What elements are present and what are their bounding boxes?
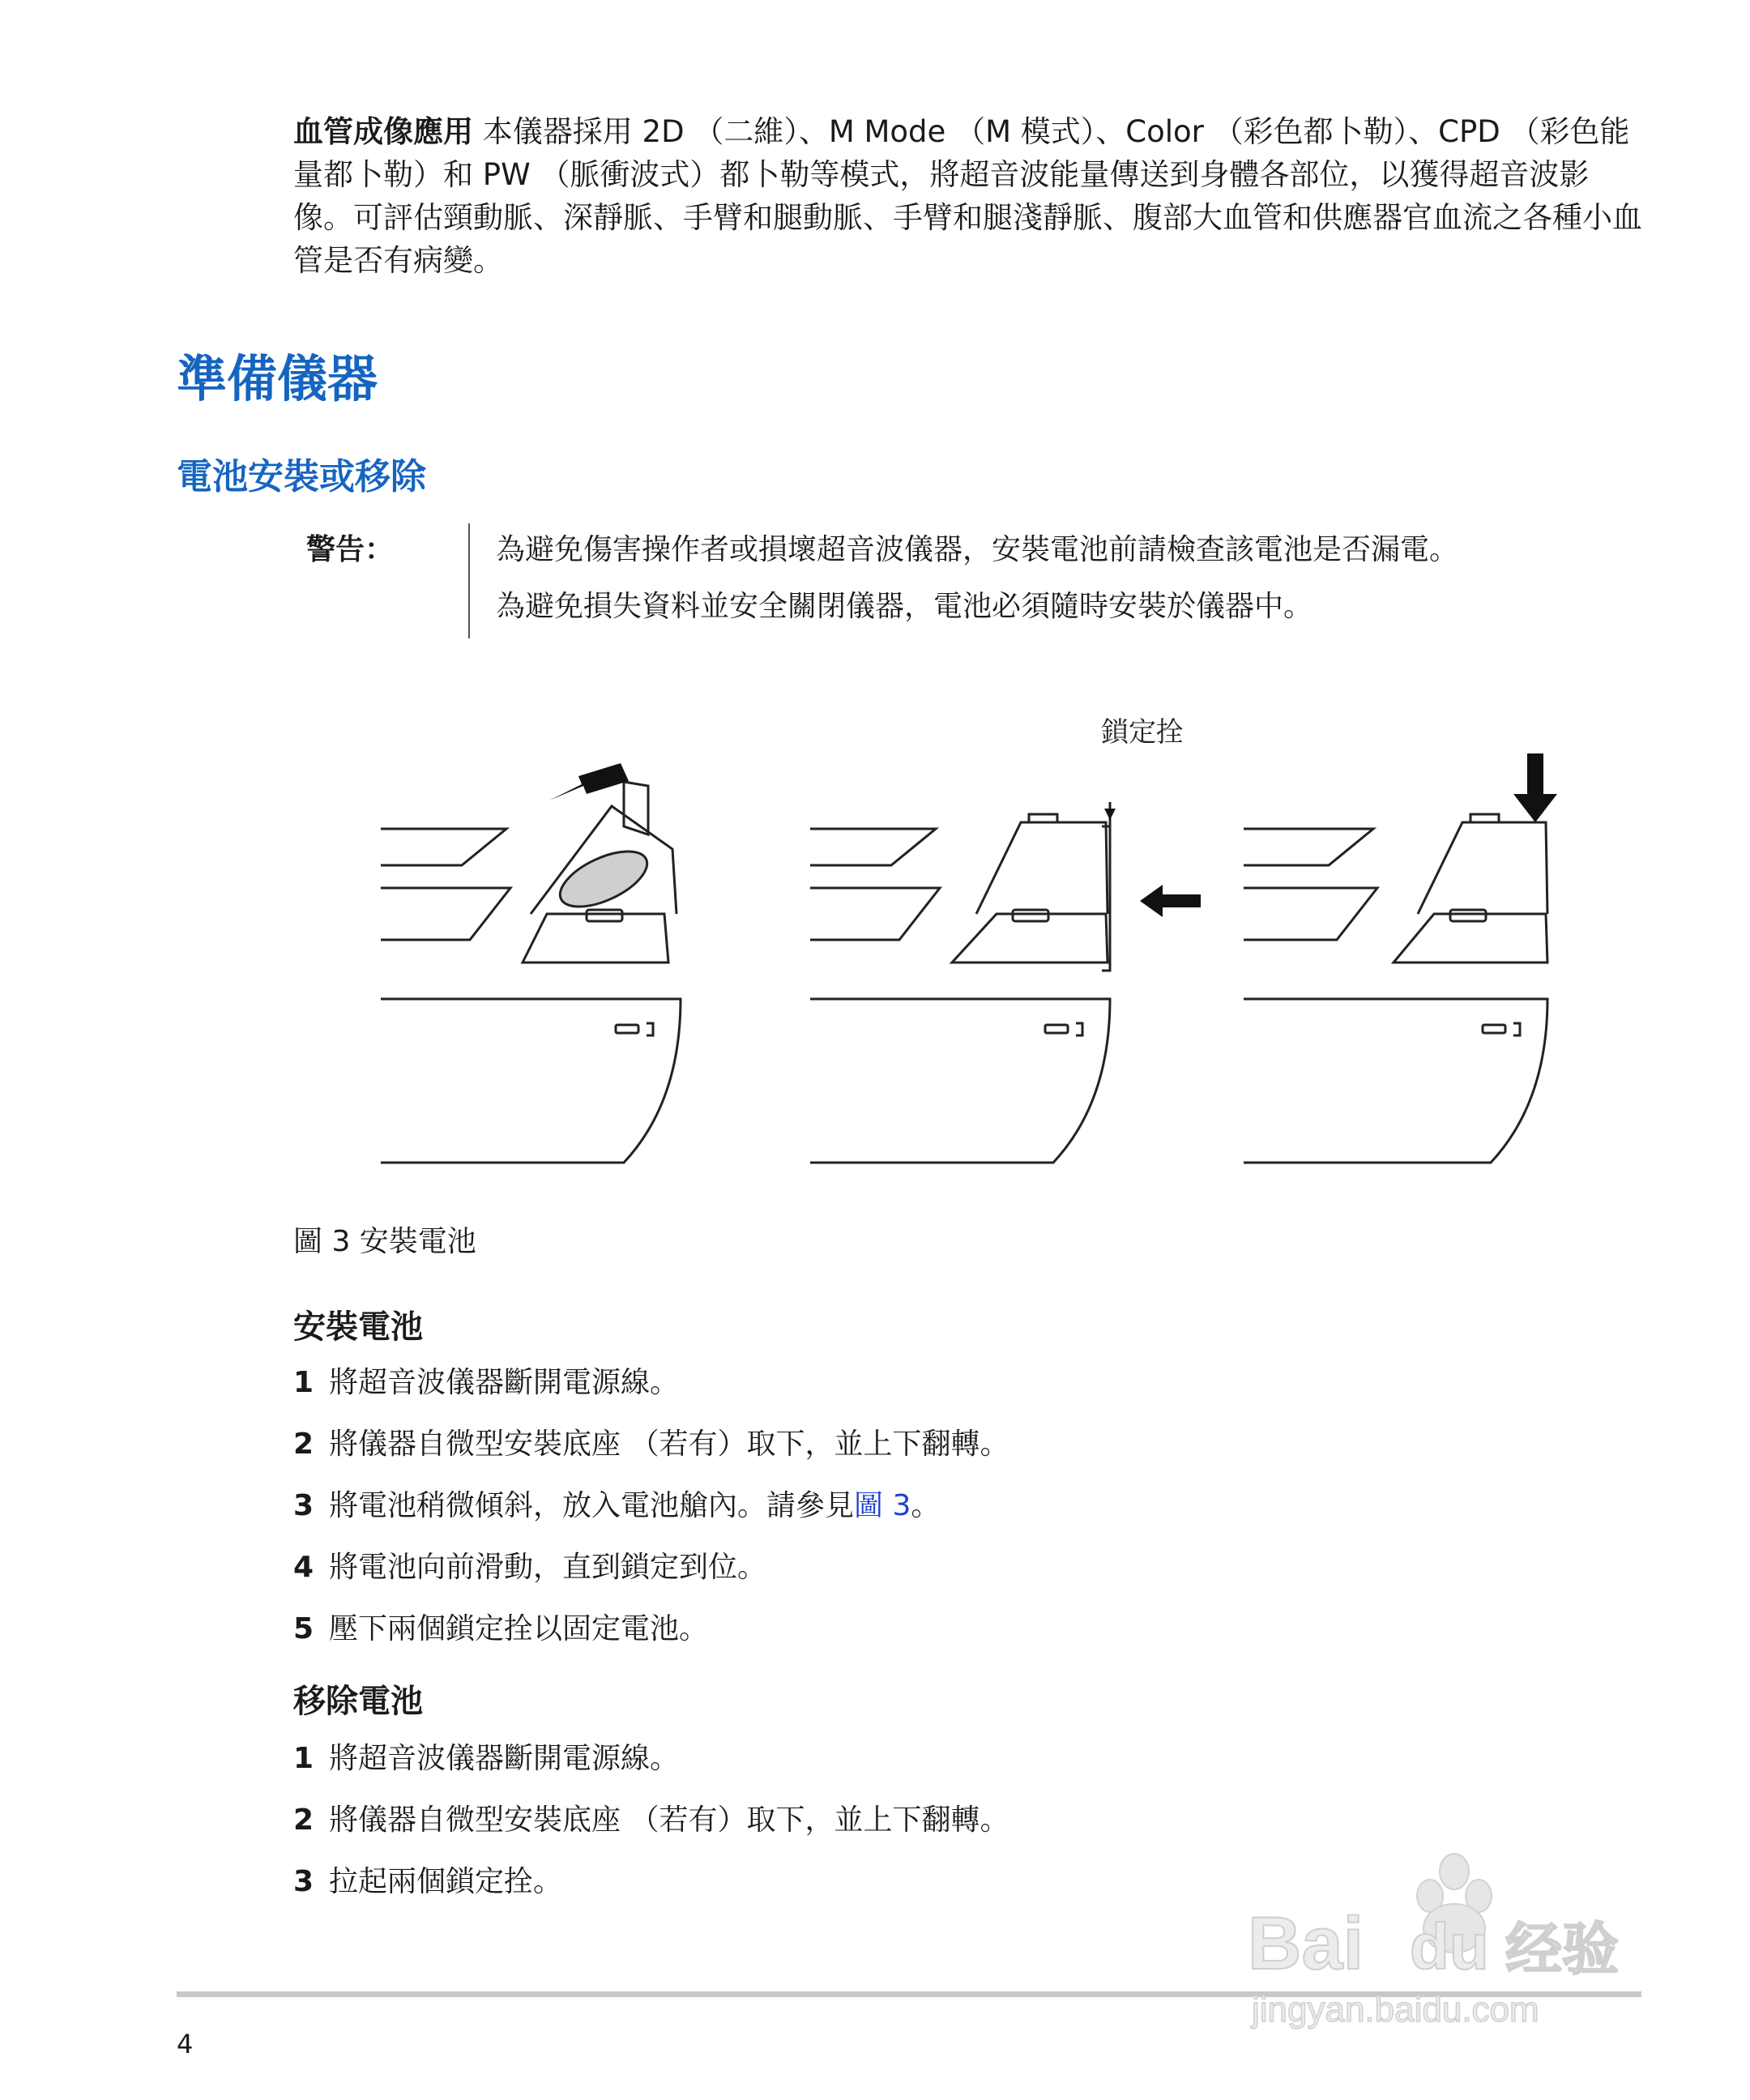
- subsection-title: 電池安裝或移除: [177, 456, 426, 497]
- svg-text:经验: 经验: [1505, 1916, 1619, 1983]
- install-step: 3 將電池稍微傾斜，放入電池艙內。請參見圖 3。: [293, 1489, 941, 1522]
- battery-install-figure: [381, 713, 1572, 1175]
- warning-line-2: 為避免損失資料並安全關閉儀器，電池必須隨時安裝於儀器中。: [496, 590, 1313, 623]
- remove-step: 1 將超音波儀器斷開電源線。: [293, 1742, 680, 1775]
- arrow-left: [1140, 885, 1201, 917]
- remove-step: 3 拉起兩個鎖定拴。: [293, 1865, 563, 1898]
- warning-label: 警告：: [306, 533, 395, 566]
- svg-text:jingyan.baidu.com: jingyan.baidu.com: [1252, 1990, 1539, 2030]
- baidu-watermark: [1248, 1839, 1661, 2042]
- install-step: 2 將儀器自微型安裝底座 （若有）取下，並上下翻轉。: [293, 1428, 1009, 1461]
- install-step: 4 將電池向前滑動，直到鎖定到位。: [293, 1551, 767, 1584]
- intro-paragraph: [293, 110, 1642, 282]
- install-title: 安裝電池: [293, 1308, 423, 1346]
- warning-divider: [468, 523, 470, 638]
- intro-term: 血管成像應用: [293, 114, 473, 149]
- figure-caption: 圖 3 安裝電池: [293, 1225, 476, 1258]
- arrow-down-small: [1104, 809, 1116, 820]
- install-step: 5 壓下兩個鎖定拴以固定電池。: [293, 1612, 709, 1645]
- figure-panel-1: [381, 763, 681, 1163]
- arrow-down: [1513, 753, 1557, 822]
- arrow-left-up: [549, 763, 629, 800]
- install-step: 1 將超音波儀器斷開電源線。: [293, 1366, 680, 1399]
- intro-text: 本儀器採用 2D （二維）、M Mode （M 模式）、Color （彩色都卜勒）、CPD （彩色能量都卜勒）和 PW （脈衝波式）都卜勒等模式，將超音波能量傳送到身體各部位，以獲得超音波影像。可評估頸動脈、深靜脈、手臂和腿動脈、手臂和腿淺靜脈、腹部大血管和供應器官血流之各種小血管是否有病變。: [293, 114, 1642, 278]
- figure-panel-3: [1244, 753, 1557, 1163]
- remove-title: 移除電池: [293, 1683, 423, 1720]
- figure-callout-label: 鎖定拴: [1101, 717, 1184, 748]
- svg-text:du: du: [1410, 1910, 1489, 1983]
- figure-panel-2: [810, 802, 1201, 1163]
- page-number: 4: [177, 2029, 194, 2059]
- section-title: 準備儀器: [177, 349, 378, 408]
- svg-text:Bai: Bai: [1248, 1902, 1364, 1985]
- warning-line-1: 為避免傷害操作者或損壞超音波儀器，安裝電池前請檢查該電池是否漏電。: [496, 533, 1459, 566]
- figure-3-link[interactable]: 圖 3: [854, 1489, 911, 1522]
- remove-step: 2 將儀器自微型安裝底座 （若有）取下，並上下翻轉。: [293, 1803, 1009, 1837]
